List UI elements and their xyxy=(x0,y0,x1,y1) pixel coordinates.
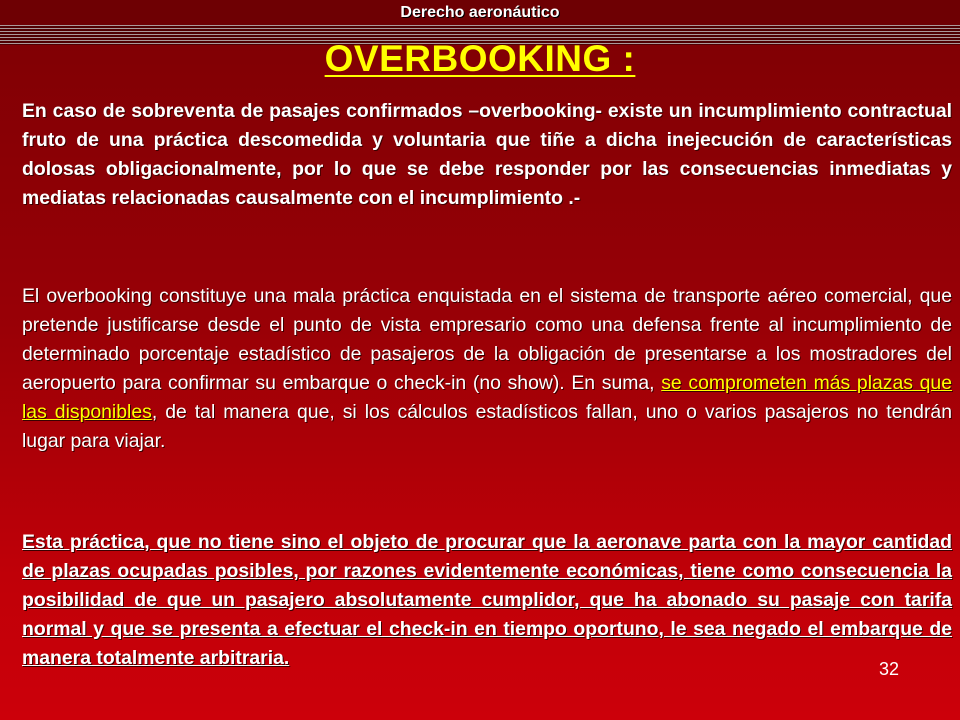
highlighted-link-text[interactable]: se comprometen más plazas que las disponibles xyxy=(22,372,952,423)
paragraph-consequence: Esta práctica, que no tiene sino el objeto de procurar que la aeronave parta con la mayor cantidad de plazas ocupadas posibles, por razones evidentemente económicas, tiene como consecuencia la posibilidad de que un pasajero absolutamente cumplidor, que ha abonado su pasaje con tarifa normal y que se presenta a efectuar el check-in en tiempo oportuno, le sea negado el embarque de manera totalmente arbitraria. xyxy=(22,531,952,669)
paragraph-explanation-text-start: El overbooking constituye una mala práctica enquistada en el sistema de transporte aéreo comercial, que pretende justificarse desde el punto de vista empresario como una defensa frente al incumplimiento de determinado porcentaje estadístico de pasajeros de la obligación de presentarse a los mostradores del aeropuerto para confirmar su embarque o check-in (no show). En suma, xyxy=(22,285,952,394)
paragraph-definition: En caso de sobreventa de pasajes confirmados –overbooking- existe un incumplimiento contractual fruto de una práctica descomedida y voluntaria que tiñe a dicha inejecución de características dolosas obligacionalmente, por lo que se debe responder por las consecuencias inmediatas y mediatas relacionadas causalmente con el incumplimiento .- xyxy=(22,100,952,209)
paragraph-explanation xyxy=(22,282,952,456)
page-number: 32 xyxy=(879,659,900,679)
paragraph-explanation-text-end: , de tal manera que, si los cálculos estadísticos fallan, uno o varios pasajeros no tendrán lugar para viajar. xyxy=(22,401,952,452)
course-label: Derecho aeronáutico xyxy=(400,4,560,21)
slide-title: OVERBOOKING : xyxy=(324,38,636,79)
